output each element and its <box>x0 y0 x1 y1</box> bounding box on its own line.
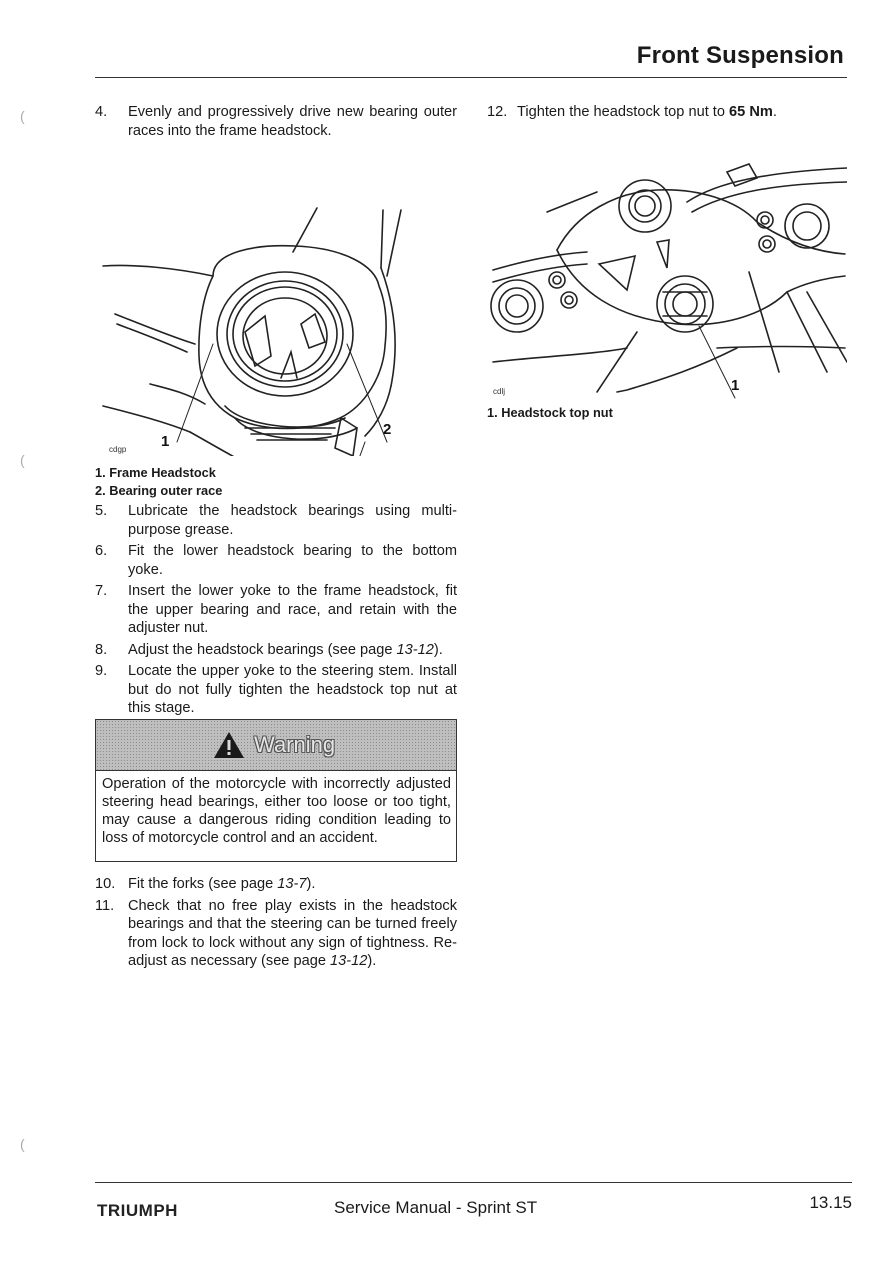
step-item <box>487 103 847 122</box>
figure-id: cdgp <box>109 445 127 454</box>
step-text: Evenly and progressively drive new bearing outer races into the frame headstock. <box>128 104 457 139</box>
step-text: Lubricate the headstock bearings using multi-purpose grease. <box>128 503 457 538</box>
left-column-continued <box>95 875 457 974</box>
step-text-part: Check that no free play exists in the headstock bearings and that the steering can be turned freely from lock to lock without any sign of tightness. Re-adjust as necessary (see page <box>128 897 457 969</box>
step-text-part: Tighten the headstock top nut to <box>517 104 730 120</box>
step-text-part: ). <box>306 876 316 892</box>
step-text-part: ). <box>367 953 377 969</box>
step-text-part: . <box>772 104 777 120</box>
step-text <box>128 875 457 894</box>
step-number: 11. <box>95 897 115 914</box>
callout-number: 2 <box>383 421 392 438</box>
brand-logo: TRIUMPH <box>97 1201 178 1220</box>
figure-id: cdlj <box>493 386 506 396</box>
figure-caption: 2. Bearing outer race <box>95 483 223 498</box>
step-text-part: Adjust the headstock bearings (see page <box>128 641 397 658</box>
margin-mark: ( <box>20 108 25 124</box>
step-number: 10. <box>95 876 116 892</box>
page-reference-link[interactable]: 13-12 <box>396 641 434 658</box>
section-title: Front Suspension <box>636 42 844 69</box>
step-number: 5. <box>95 503 108 519</box>
warning-triangle-icon <box>212 730 246 760</box>
header-divider <box>95 77 847 78</box>
page-number: 13.15 <box>809 1193 852 1212</box>
step-text: Fit the lower headstock bearing to the bottom yoke. <box>128 543 457 578</box>
callout-number: 1 <box>161 433 170 450</box>
footer-divider <box>95 1182 852 1183</box>
margin-mark: ( <box>20 1136 25 1152</box>
step-text <box>128 897 457 971</box>
step-item <box>95 502 457 539</box>
manual-title: Service Manual - Sprint ST <box>334 1198 538 1217</box>
warning-text: Operation of the motorcycle with incorrectly adjusted steering head bearings, either too loose or too tight, may cause a dangerous riding condition leading to loss of motorcycle control and an accident. <box>102 776 451 846</box>
step-number: 9. <box>95 663 108 679</box>
page-reference-link[interactable]: 13-7 <box>277 876 307 892</box>
step-item <box>95 875 457 894</box>
step-item <box>95 542 457 579</box>
step-text <box>517 103 847 122</box>
right-column <box>487 103 847 422</box>
step-number: 8. <box>95 641 108 658</box>
step-number: 12. <box>487 104 508 120</box>
margin-mark: ( <box>20 452 25 468</box>
callout-number: 1 <box>731 376 740 394</box>
warning-header <box>96 720 456 771</box>
left-column <box>95 103 457 721</box>
step-item <box>95 897 457 971</box>
step-item <box>95 582 457 638</box>
step-text <box>128 641 457 660</box>
page-reference-link[interactable]: 13-12 <box>330 953 368 969</box>
figure-caption: 1. Headstock top nut <box>487 404 613 420</box>
step-number: 6. <box>95 543 108 559</box>
step-item <box>95 641 457 660</box>
step-text: Insert the lower yoke to the frame headstock, fit the upper bearing and race, and retain with the adjuster nut. <box>128 583 457 636</box>
figure-caption: 1. Frame Headstock <box>95 465 216 480</box>
torque-value: 65 Nm <box>729 104 773 120</box>
step-number: 4. <box>95 104 108 120</box>
step-item <box>95 103 457 140</box>
step-item <box>95 662 457 718</box>
warning-title: Warning <box>254 732 336 757</box>
headstock-bearing-illustration <box>95 156 457 456</box>
step-text-part: Fit the forks (see page <box>128 876 278 892</box>
headstock-top-nut-illustration <box>487 142 847 402</box>
step-text-part: ). <box>433 641 443 658</box>
step-text: Locate the upper yoke to the steering stem. Install but do not fully tighten the headstock top nut at this stage. <box>128 663 457 716</box>
warning-box <box>95 719 457 862</box>
step-number: 7. <box>95 583 108 599</box>
